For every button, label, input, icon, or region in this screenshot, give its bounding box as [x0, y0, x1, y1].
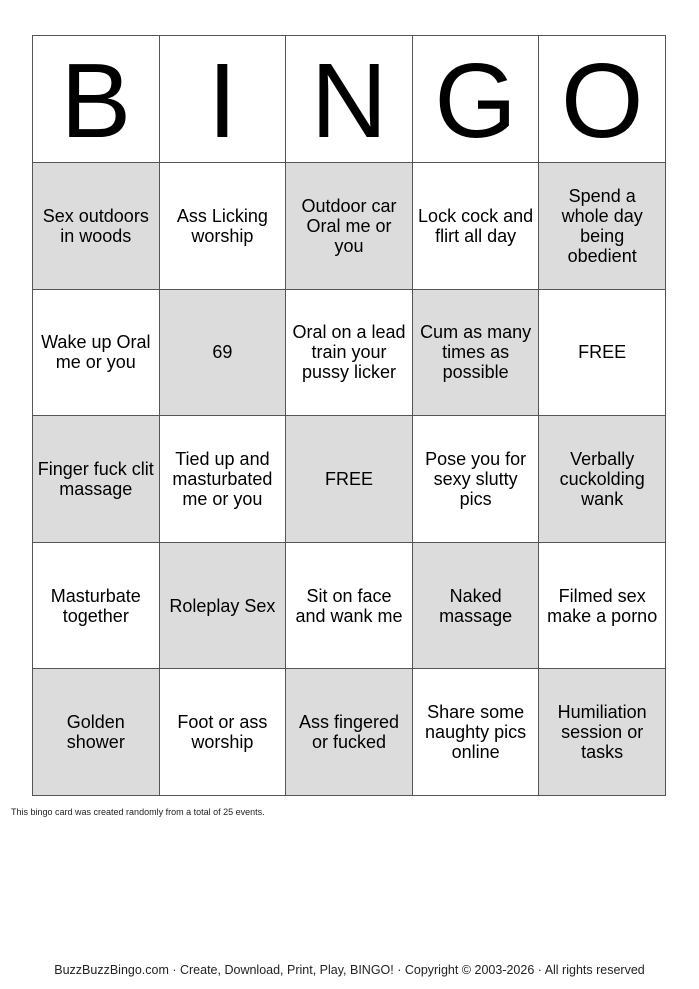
bingo-cell-r1-c5: Spend a whole day being obedient: [538, 162, 666, 290]
bingo-cell-r2-c4: Cum as many times as possible: [412, 289, 540, 417]
bingo-cell-r3-c3: FREE: [285, 415, 413, 543]
bingo-cell-r4-c1: Masturbate together: [32, 542, 160, 670]
header-letter-n: N: [285, 35, 413, 163]
bingo-cell-r3-c5: Verbally cuckolding wank: [538, 415, 666, 543]
bingo-cell-r2-c5: FREE: [538, 289, 666, 417]
bingo-cell-r5-c3: Ass fingered or fucked: [285, 668, 413, 796]
bingo-cell-r1-c2: Ass Licking worship: [159, 162, 287, 290]
header-letter-b: B: [32, 35, 160, 163]
bingo-grid: [33, 163, 666, 796]
bingo-cell-r1-c1: Sex outdoors in woods: [32, 162, 160, 290]
bingo-cell-r4-c2: Roleplay Sex: [159, 542, 287, 670]
bingo-cell-r2-c2: 69: [159, 289, 287, 417]
bingo-cell-r3-c2: Tied up and masturbated me or you: [159, 415, 287, 543]
bingo-cell-r4-c3: Sit on face and wank me: [285, 542, 413, 670]
bingo-cell-r4-c5: Filmed sex make a porno: [538, 542, 666, 670]
bingo-cell-r2-c3: Oral on a lead train your pussy licker: [285, 289, 413, 417]
bingo-cell-r1-c4: Lock cock and flirt all day: [412, 162, 540, 290]
footer-text: BuzzBuzzBingo.com · Create, Download, Print, Play, BINGO! · Copyright © 2003-2026 · All rights reserved: [54, 963, 645, 977]
header-letter-g: G: [412, 35, 540, 163]
bingo-cell-r2-c1: Wake up Oral me or you: [32, 289, 160, 417]
card-note: This bingo card was created randomly from a total of 25 events.: [11, 807, 265, 817]
bingo-cell-r1-c3: Outdoor car Oral me or you: [285, 162, 413, 290]
bingo-cell-r3-c1: Finger fuck clit massage: [32, 415, 160, 543]
header-letter-o: O: [538, 35, 666, 163]
header-letter-i: I: [159, 35, 287, 163]
bingo-cell-r3-c4: Pose you for sexy slutty pics: [412, 415, 540, 543]
bingo-cell-r5-c5: Humiliation session or tasks: [538, 668, 666, 796]
bingo-header-row: [33, 36, 666, 163]
bingo-cell-r5-c2: Foot or ass worship: [159, 668, 287, 796]
bingo-cell-r5-c1: Golden shower: [32, 668, 160, 796]
bingo-cell-r5-c4: Share some naughty pics online: [412, 668, 540, 796]
bingo-cell-r4-c4: Naked massage: [412, 542, 540, 670]
bingo-card: [33, 36, 666, 796]
